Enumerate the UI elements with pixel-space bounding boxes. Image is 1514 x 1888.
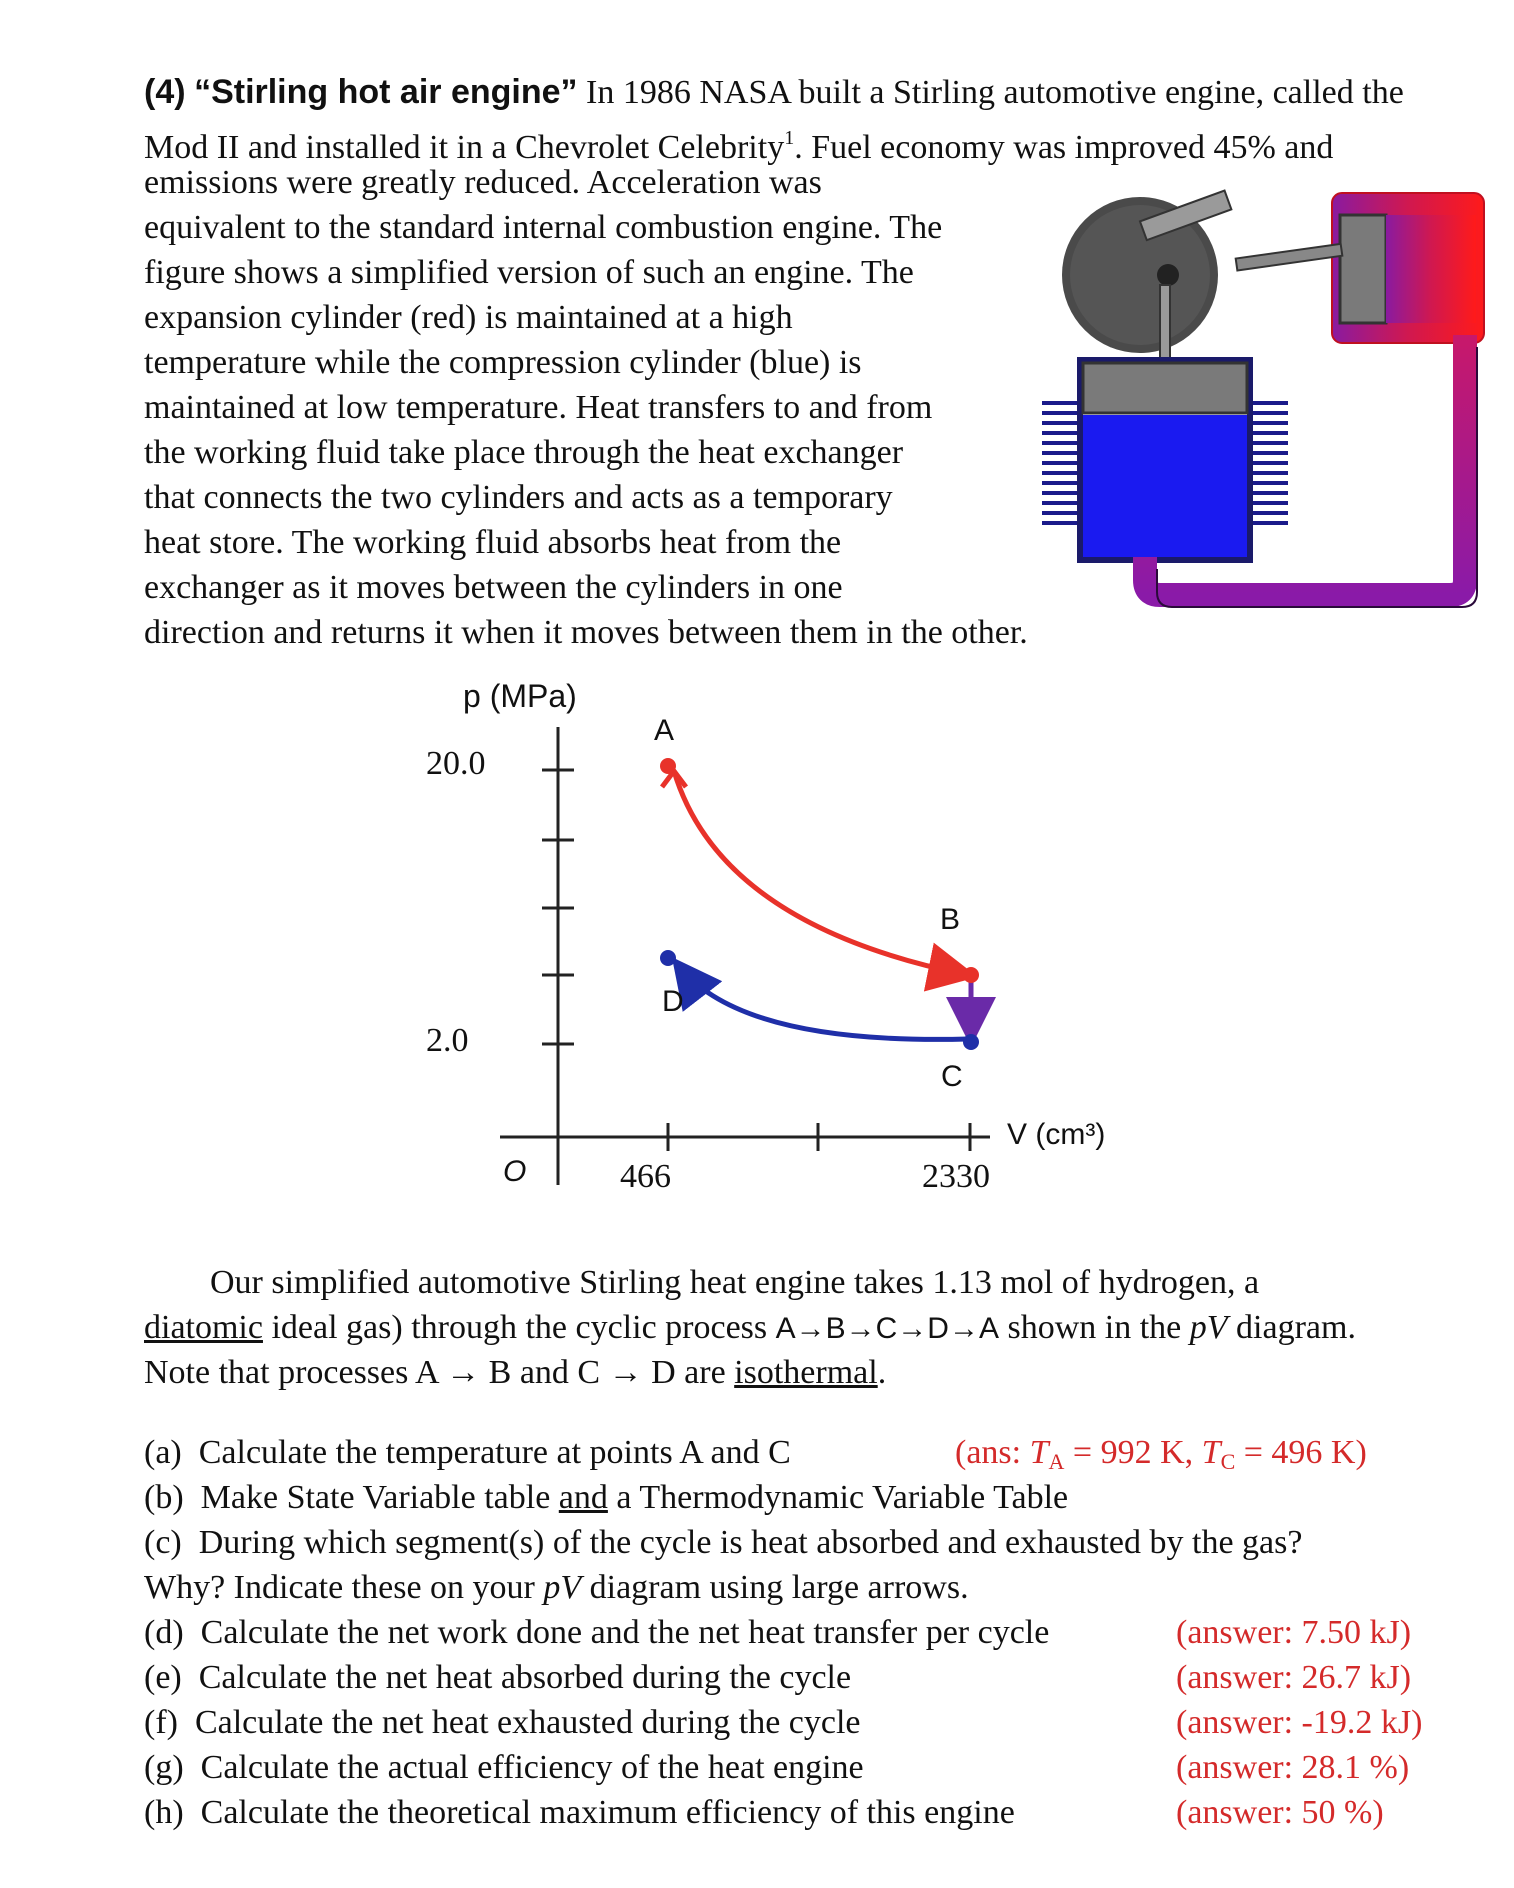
answer-text: = 992 K,: [1072, 1434, 1194, 1471]
x-tick-label: 466: [620, 1158, 671, 1195]
question-text: Calculate the actual efficiency of the heat engine: [200, 1749, 864, 1786]
question-label: (b): [144, 1479, 184, 1516]
pv-term: pV: [1189, 1309, 1228, 1346]
answer-text: = 496 K): [1243, 1434, 1367, 1471]
point-c-dot: [963, 1034, 979, 1050]
answer-subscript: C: [1220, 1449, 1236, 1474]
point-d-dot: [660, 950, 676, 966]
question-label: (g): [144, 1749, 184, 1786]
question-text: Calculate the net heat exhausted during the cycle: [194, 1704, 861, 1741]
description-line-2: [144, 1308, 1356, 1349]
question-b: [144, 1478, 1068, 1518]
diatomic-term: diatomic: [144, 1309, 263, 1346]
point-d-label: D: [662, 985, 684, 1018]
x-tick-label: 2330: [922, 1158, 990, 1195]
question-text: Why? Indicate these on your: [144, 1569, 535, 1606]
problem-number: (4): [144, 73, 186, 111]
origin-label: O: [503, 1155, 527, 1188]
intro-line: equivalent to the standard internal combustion engine. The: [144, 209, 943, 246]
problem-intro-line-1: [144, 72, 1404, 113]
y-tick-label: 2.0: [426, 1022, 469, 1059]
footnote-mark: 1: [784, 127, 795, 149]
answer-symbol: T: [1201, 1434, 1221, 1471]
question-text: Calculate the net work done and the net heat transfer per cycle: [200, 1614, 1050, 1651]
intro-line: the working fluid take place through the heat exchanger: [144, 434, 904, 471]
x-axis-label: V (cm³): [1007, 1118, 1106, 1151]
question-label: (d): [144, 1614, 184, 1651]
stirling-engine-illustration: [1040, 185, 1510, 615]
point-a-label: A: [654, 714, 675, 747]
question-text: During which segment(s) of the cycle is heat absorbed and exhausted by the gas?: [198, 1524, 1303, 1561]
y-tick-label: 20.0: [426, 745, 486, 782]
answer-h: (answer: 50 %): [1176, 1794, 1384, 1831]
isothermal-term: isothermal: [734, 1354, 878, 1391]
point-b-dot: [963, 967, 979, 983]
question-text: a Thermodynamic Variable Table: [616, 1479, 1069, 1516]
intro-text: Mod II and installed it in a Chevrolet Celebrity: [144, 129, 785, 166]
question-d: [144, 1613, 1049, 1653]
intro-line: direction and returns it when it moves between them in the other.: [144, 614, 1028, 651]
question-c: [144, 1523, 1302, 1563]
answer-g: (answer: 28.1 %): [1176, 1749, 1410, 1786]
problem-title: “Stirling hot air engine”: [194, 73, 578, 111]
question-text: and: [558, 1479, 608, 1516]
cold-gas: [1083, 415, 1247, 557]
intro-line: temperature while the compression cylinder (blue) is: [144, 344, 862, 381]
pv-term: pV: [543, 1569, 582, 1606]
question-text: Calculate the theoretical maximum efficiency of this engine: [200, 1794, 1015, 1831]
question-label: (h): [144, 1794, 184, 1831]
intro-line: expansion cylinder (red) is maintained at a high: [144, 299, 793, 336]
question-a: [144, 1433, 791, 1473]
answer-text: (ans:: [955, 1434, 1022, 1471]
description-text: ideal gas) through the cyclic process: [271, 1309, 768, 1346]
problem-intro-line-2: [144, 118, 1333, 168]
intro-text: In 1986 NASA built a Stirling automotive engine, called the: [586, 74, 1404, 111]
question-label: (a): [144, 1434, 182, 1471]
intro-line: exchanger as it moves between the cylinders in one: [144, 569, 843, 606]
answer-d: (answer: 7.50 kJ): [1176, 1614, 1412, 1651]
description-text: shown in the: [1007, 1309, 1182, 1346]
description-text: Note that processes A → B and C → D are: [144, 1354, 726, 1391]
question-text: Calculate the temperature at points A and C: [198, 1434, 791, 1471]
question-text: diagram using large arrows.: [589, 1569, 969, 1606]
description-line-1: Our simplified automotive Stirling heat engine takes 1.13 mol of hydrogen, a: [210, 1264, 1260, 1301]
question-c-line-2: [144, 1568, 969, 1608]
question-h: [144, 1793, 1015, 1833]
description-line-3: [144, 1353, 886, 1393]
process-sequence: A→B→C→D→A: [775, 1312, 999, 1345]
question-label: (e): [144, 1659, 182, 1696]
intro-text: . Fuel economy was improved 45% and: [794, 129, 1334, 166]
compression-piston: [1083, 363, 1247, 413]
point-a-dot: [660, 758, 676, 774]
intro-line: heat store. The working fluid absorbs heat from the: [144, 524, 842, 561]
question-f: [144, 1703, 861, 1743]
expansion-piston-rod: [1236, 244, 1343, 271]
answer-f: (answer: -19.2 kJ): [1176, 1704, 1423, 1741]
description-text: diagram.: [1236, 1309, 1356, 1346]
description-text: .: [877, 1354, 887, 1391]
answer-a: [955, 1433, 1367, 1482]
point-b-label: B: [940, 903, 961, 936]
process-a-b: [674, 771, 968, 975]
answer-e: (answer: 26.7 kJ): [1176, 1659, 1412, 1696]
question-text: Make State Variable table: [200, 1479, 551, 1516]
intro-line: figure shows a simplified version of such an engine. The: [144, 254, 914, 291]
answer-symbol: T: [1029, 1434, 1049, 1471]
question-label: (f): [144, 1704, 178, 1741]
process-c-d: [678, 965, 968, 1039]
point-c-label: C: [941, 1060, 963, 1093]
question-label: (c): [144, 1524, 182, 1561]
question-e: [144, 1658, 851, 1698]
intro-line: maintained at low temperature. Heat transfers to and from: [144, 389, 933, 426]
intro-line: that connects the two cylinders and acts as a temporary: [144, 479, 893, 516]
expansion-piston: [1340, 215, 1386, 323]
question-text: Calculate the net heat absorbed during the cycle: [198, 1659, 852, 1696]
intro-line: emissions were greatly reduced. Acceleration was: [144, 164, 822, 201]
question-g: [144, 1748, 864, 1788]
answer-subscript: A: [1048, 1449, 1065, 1474]
y-axis-label: p (MPa): [463, 678, 577, 714]
